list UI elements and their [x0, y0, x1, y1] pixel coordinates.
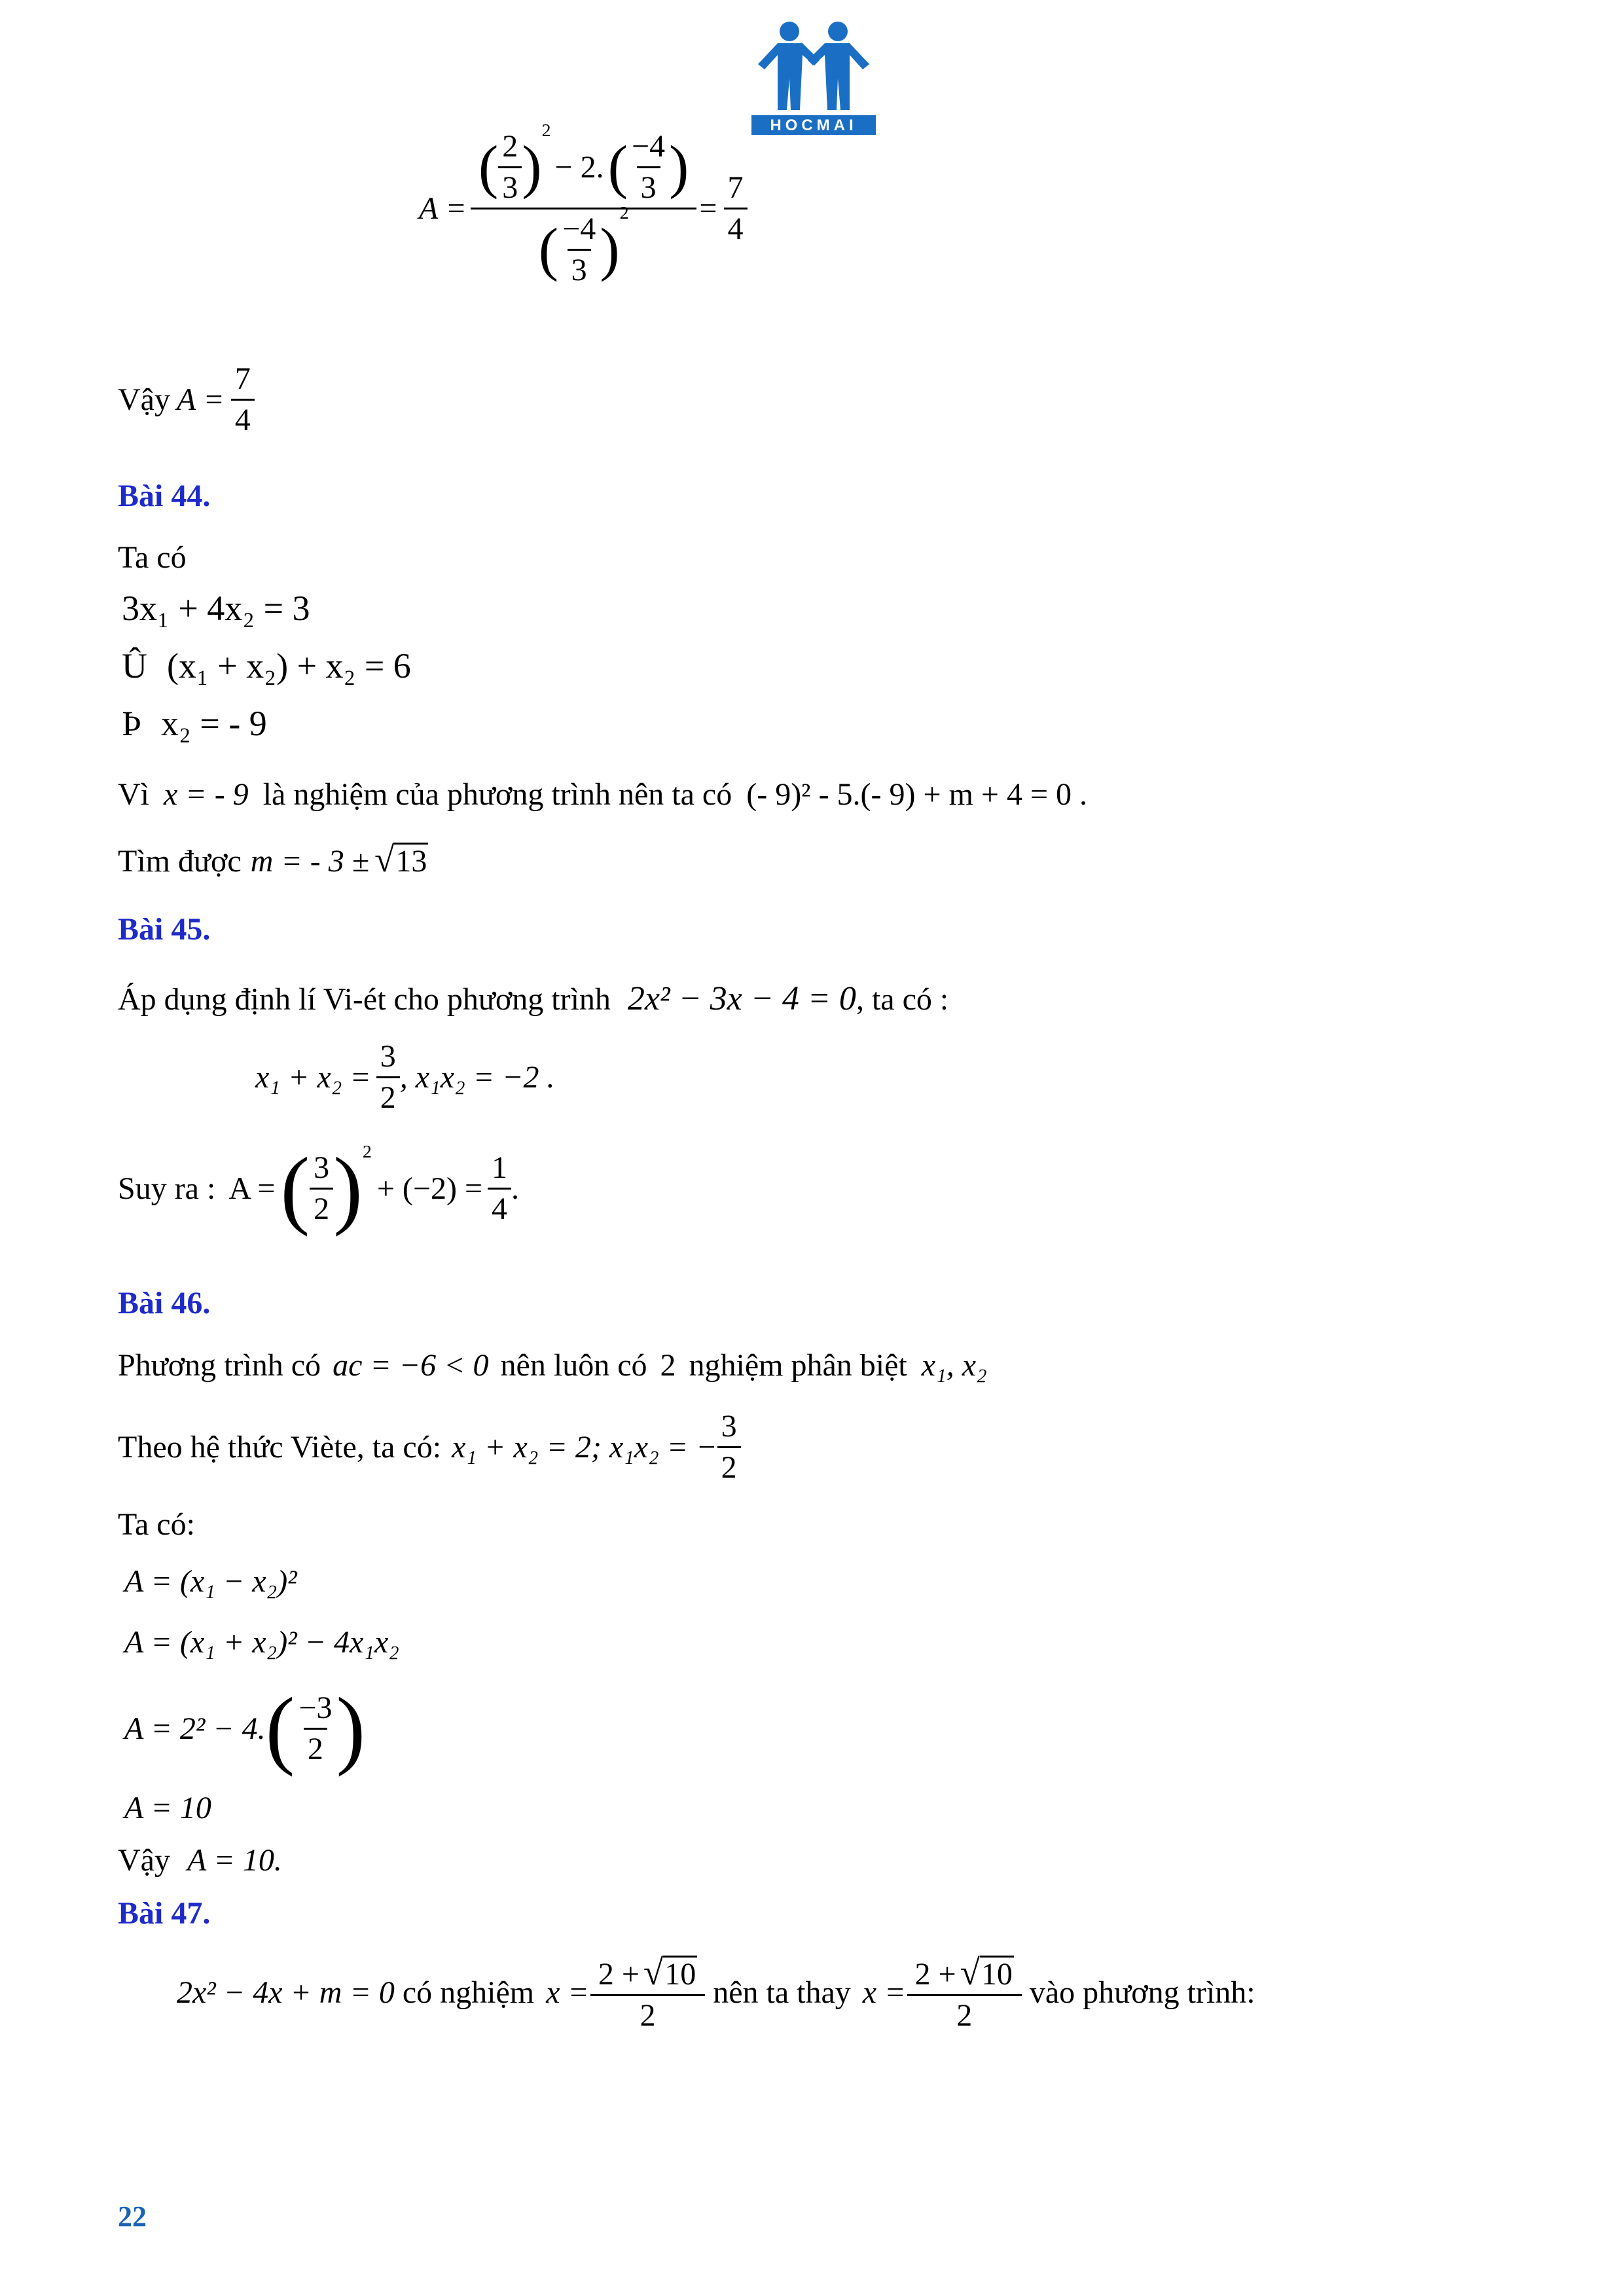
heading-bai-47: Bài 47. [118, 1896, 211, 1931]
b46-eq4: A = 10 [124, 1791, 211, 1825]
b46-eq2: A = (x₁ + x₂)² − 4x₁x₂ [124, 1625, 399, 1660]
heading-bai-45: Bài 45. [118, 912, 211, 947]
b44-line2: Û (x₁ + x₂) + x₂ = 6 [122, 646, 411, 685]
b46-line2: Theo hệ thức Viète, ta có: x₁ + x₂ = 2; x₁x₂ = − $\frac{3}{2}$ [118, 1411, 741, 1484]
b44-line1: 3x₁ + 4x₂ = 3 [122, 589, 310, 628]
b44-line3: Þ x₂ = - 9 [122, 704, 267, 743]
a-expression: A = ( $\frac{2}{3}$ ) 2 − 2. ( $\frac{-4}{3}$ ) ( $\frac{-4}{3}$ ) 2 = $\frac{7}{4}$ [419, 131, 748, 286]
b46-conclusion: Vậy A = 10. [118, 1843, 282, 1878]
b46-line1: Phương trình có ac = −6 < 0 nên luôn có 2 nghiệm phân biệt x₁, x₂ [118, 1348, 987, 1383]
b45-vieta: x₁ + x₂ = $\frac{3}{2}$ , x₁x₂ = −2 . [255, 1039, 555, 1115]
sqrt-13: √ 13 [374, 839, 427, 879]
page-number: 22 [118, 2200, 147, 2232]
heading-bai-46: Bài 46. [118, 1286, 211, 1321]
hocmai-logo [751, 18, 876, 136]
b44-find: Tìm được m = - 3 ± √ 13 [118, 839, 427, 879]
b44-because: Vì x = - 9 là nghiệm của phương trình nên ta có (- 9)² - 5.(- 9) + m + 4 = 0 . [118, 777, 1088, 812]
b45-result: Suy ra : A = ( $\frac{3}{2}$ ) 2 + (−2) = $\frac{1}{4}$ . [118, 1139, 520, 1237]
a-main-fraction: ( $\frac{2}{3}$ ) 2 − 2. ( $\frac{-4}{3}$ ) ( $\frac{-4}{3}$ ) 2 [475, 131, 693, 286]
b47-line1: 2x² − 4x + m = 0 có nghiệm x = 2 + √ 10 2 nên ta thay x = 2 + √ 10 2 vào phương trình: [177, 1952, 1255, 2033]
b44-intro: Ta có [118, 540, 187, 575]
heading-bai-44: Bài 44. [118, 479, 211, 513]
hocmai-figures-icon [751, 18, 876, 136]
b45-intro: Áp dụng định lí Vi-ét cho phương trình 2x² − 3x − 4 = 0, ta có : [118, 980, 949, 1017]
equivalent-symbol: Û [122, 646, 147, 685]
conclusion-prev: Vậy A = $\frac{7}{4}$ [118, 363, 255, 436]
b46-eq3: A = 2² − 4. ( $\frac{-3}{2}$ ) [124, 1679, 366, 1777]
a-lhs: A = [419, 191, 467, 226]
b46-line3: Ta có: [118, 1507, 195, 1542]
implies-symbol: Þ [122, 704, 142, 743]
logo-text: HOCMAI [770, 117, 857, 134]
b46-eq1: A = (x₁ − x₂)² [124, 1564, 297, 1599]
